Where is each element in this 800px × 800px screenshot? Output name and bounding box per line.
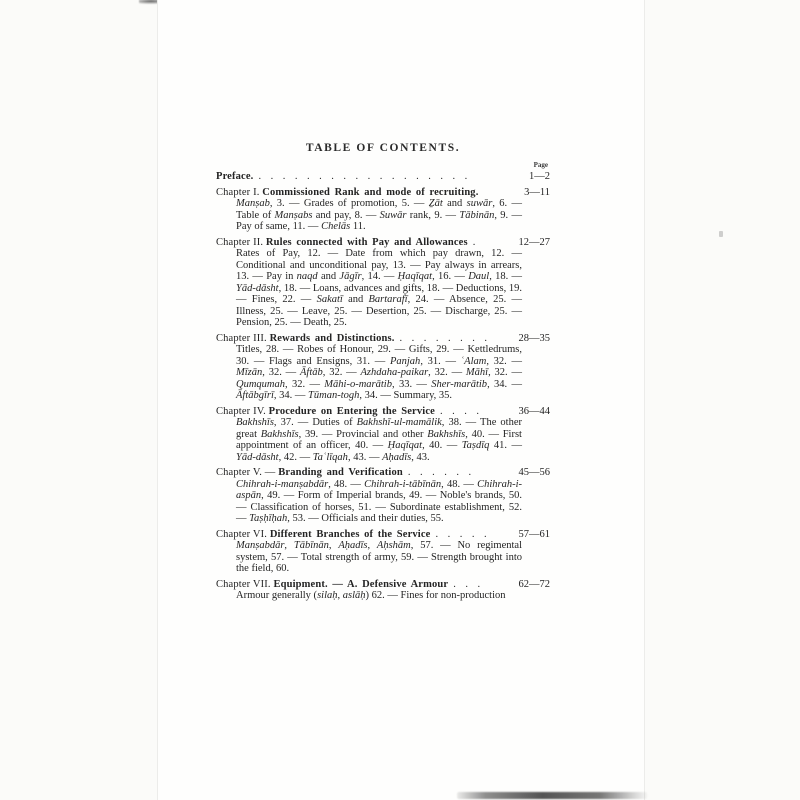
text-segment: Chapter IV.: [216, 405, 269, 417]
text-segment: , 57. — No regimental system, 57. — Total strength of army, 59. — Strength brought into the field, 60.: [236, 540, 522, 574]
scan-artifact-bottom-edge: [457, 792, 647, 799]
transliterated-term: Āftābgīrī: [236, 390, 274, 401]
dot-leaders: ...: [453, 578, 490, 590]
transliterated-term: Bartarafī: [368, 294, 408, 305]
text-segment: , 9. — Pay of same, 11. —: [236, 209, 522, 232]
text-segment: , 43. —: [347, 451, 383, 463]
dot-leaders: ..................: [258, 171, 477, 182]
text-segment: Equipment. — A. Defensive Armour: [273, 578, 449, 590]
toc-entry-pages: 45—56: [518, 467, 550, 478]
toc-entry-heading: [216, 171, 550, 183]
transliterated-term: naqd: [296, 271, 318, 282]
toc-entry-chapter-5: [216, 467, 550, 525]
toc-entry-summary: [236, 344, 522, 402]
transliterated-term: Mīzān: [236, 367, 263, 378]
transliterated-term: Daul: [468, 271, 490, 282]
text-segment: 11.: [350, 221, 366, 232]
transliterated-term: aslāḥ: [342, 590, 366, 601]
toc-entry-pages: 57—61: [518, 528, 550, 540]
text-segment: , 40. —: [422, 440, 462, 451]
text-segment: , 32. —: [262, 367, 300, 378]
toc-entry-summary: [236, 479, 522, 525]
text-segment: Branding and Verification: [278, 467, 403, 478]
text-segment: , 32. —: [322, 367, 361, 378]
text-segment: , 33. —: [391, 378, 432, 390]
transliterated-term: Chihrah-i-tābīnān: [364, 478, 442, 490]
text-segment: Chapter II.: [216, 236, 266, 248]
text-segment: ,: [284, 540, 294, 551]
text-segment: , 34. —: [273, 390, 309, 401]
text-segment: , 18. — Loans, advances and gifts, 18. — Deductions, 19. — Fines, 22. —: [236, 282, 522, 305]
toc-entry-summary: [236, 198, 522, 233]
text-segment: Chapter VI.: [216, 528, 270, 540]
dot-leaders: .: [472, 236, 485, 248]
text-segment: , 32. —: [486, 355, 522, 367]
toc-entry-title: [216, 579, 510, 591]
text-segment: , 31. —: [420, 355, 461, 367]
text-segment: , 43.: [411, 451, 430, 463]
toc-entry-title: [216, 187, 510, 199]
text-segment: , 48. —: [328, 478, 365, 490]
text-segment: Different Branches of the Service: [269, 528, 431, 540]
text-segment: , 32. —: [428, 367, 466, 378]
transliterated-term: ʿAlam: [460, 355, 487, 367]
text-segment: ,: [367, 540, 377, 551]
dot-leaders: ........: [399, 332, 497, 344]
transliterated-term: Sher-marātib: [431, 378, 488, 390]
text-segment: , 34. — Summary, 35.: [359, 390, 453, 401]
transliterated-term: suwār: [466, 198, 493, 209]
page-column-label: Page: [533, 161, 548, 169]
text-segment: 41. —: [489, 440, 523, 451]
toc-entry-chapter-2: [216, 237, 550, 329]
transliterated-term: Yād-dāsht: [236, 282, 279, 294]
text-segment: , 32. —: [488, 367, 523, 378]
text-segment: and pay, 8. —: [312, 209, 380, 221]
toc-entry-pages: 28—35: [518, 332, 550, 344]
text-segment: and: [342, 294, 369, 305]
toc-entry-chapter-3: [216, 333, 550, 402]
text-segment: Chapter V. —: [216, 467, 279, 478]
transliterated-term: Chelās: [321, 221, 351, 232]
toc-entry-title: [216, 333, 510, 345]
transliterated-term: Taʿlīqah: [312, 451, 348, 463]
transliterated-term: Azhdaha-paikar: [360, 367, 429, 378]
text-segment: Chapter III.: [216, 332, 270, 344]
text-segment: ,: [328, 540, 339, 551]
transliterated-term: silaḥ: [317, 590, 338, 601]
text-segment: , 6. — Table of: [236, 198, 523, 221]
dot-leaders: ......: [407, 467, 481, 478]
text-segment: Rewards and Distinctions.: [269, 332, 395, 344]
text-segment: , 42. —: [278, 451, 313, 463]
toc-entry-chapter-4: [216, 406, 550, 464]
transliterated-term: Taṣdīq: [461, 440, 490, 451]
toc-entry-summary: [236, 417, 522, 463]
transliterated-term: Tābinān: [459, 209, 495, 221]
text-segment: and: [442, 198, 467, 209]
toc-entry-summary: [236, 590, 522, 602]
transliterated-term: Chihrah-i-aspān: [236, 478, 523, 501]
toc-entry-title: [216, 467, 510, 479]
text-segment: Rates of Pay, 12. — Date from which pay drawn, 12. — Conditional and unconditional pay, 13. — Pay always in arrears, 13. — Pay in: [236, 248, 522, 282]
transliterated-term: Manṣabdār: [236, 540, 285, 551]
transliterated-term: Ẕāt: [428, 198, 443, 209]
toc-entries: [216, 171, 550, 602]
transliterated-term: Qumqumah: [236, 378, 285, 390]
toc-entry-summary: [236, 540, 522, 575]
text-segment: Armour generally (: [236, 590, 318, 601]
text-segment: ) 62. — Fines for non-production: [365, 590, 506, 601]
text-segment: , 39. — Provincial and other: [298, 428, 428, 440]
text-segment: , 49. — Form of Imperial brands, 49. — Noble's brands, 50. — Classification of horses, 51. — Subordinate establishment, 52. —: [236, 490, 522, 524]
toc-entry-pages: 12—27: [518, 236, 550, 248]
transliterated-term: Suwār: [379, 209, 407, 221]
toc-entry-title: [216, 171, 510, 183]
text-segment: , 18. —: [489, 271, 522, 282]
page-title: TABLE OF CONTENTS.: [305, 142, 461, 154]
transliterated-term: Tābīnān: [293, 540, 329, 551]
book-page: [157, 0, 645, 800]
toc-entry-heading: [216, 237, 550, 249]
toc-entry-preface: [216, 171, 550, 183]
text-segment: Titles, 28. — Robes of Honour, 29. — Gifts, 29. — Kettledrums, 30. — Flags and Ensigns, 31. —: [236, 344, 522, 367]
toc-entry-chapter-6: [216, 529, 550, 575]
text-segment: , 16. —: [432, 271, 469, 282]
text-segment: , 34. —: [487, 378, 523, 390]
text-segment: , 38. — The other great: [236, 417, 522, 440]
toc-content: [216, 142, 550, 602]
transliterated-term: Chihrah-i-manṣabdār: [236, 478, 329, 490]
transliterated-term: Māhi-o-marātib: [324, 378, 392, 390]
transliterated-term: Bakhshīs: [427, 428, 466, 440]
transliterated-term: Aḥadīs: [382, 451, 412, 463]
toc-entry-pages: 62—72: [518, 578, 550, 590]
text-segment: , 3. — Grades of promotion, 5. —: [269, 198, 429, 209]
transliterated-term: Bakhshīs: [236, 417, 274, 428]
text-segment: Procedure on Entering the Service: [268, 405, 435, 417]
text-segment: , 40. — First appointment of an officer, 40. —: [236, 428, 522, 451]
text-segment: , 48. —: [441, 478, 478, 490]
toc-entry-pages: 36—44: [518, 405, 550, 417]
transliterated-term: Aḥadīs: [338, 540, 368, 551]
text-segment: , 37. — Duties of: [273, 417, 357, 428]
transliterated-term: Aḥshām: [376, 540, 411, 551]
toc-entry-heading: [216, 333, 550, 345]
scan-artifact-speck: [719, 231, 723, 237]
toc-entry-heading: [216, 529, 550, 541]
text-segment: Commissioned Rank and mode of recruiting.: [262, 186, 479, 198]
toc-entry-title: [216, 406, 510, 418]
text-segment: ,: [337, 590, 343, 601]
dot-leaders: .....: [435, 528, 497, 540]
toc-entry-title: [216, 529, 510, 541]
toc-entry-heading: [216, 406, 550, 418]
transliterated-term: Taṣḥīḥah: [249, 513, 288, 524]
toc-entry-chapter-7: [216, 579, 550, 602]
text-segment: , 14. —: [361, 271, 398, 282]
toc-entry-summary: [236, 248, 522, 329]
text-segment: , 53. — Officials and their duties, 55.: [287, 513, 444, 524]
transliterated-term: Panjah: [389, 355, 421, 367]
text-segment: , 32. —: [285, 378, 325, 390]
transliterated-term: Ḥaqīqat: [397, 271, 433, 282]
transliterated-term: Bakhshī-ul-mamālik: [356, 417, 442, 428]
toc-entry-title: [216, 237, 510, 249]
transliterated-term: Māhī: [465, 367, 489, 378]
toc-entry-heading: [216, 467, 550, 479]
text-segment: Preface.: [216, 171, 254, 182]
toc-entry-heading: [216, 187, 550, 199]
transliterated-term: Yād-dāsht: [236, 451, 279, 463]
text-segment: and: [317, 271, 340, 282]
text-segment: Chapter VII.: [216, 578, 274, 590]
text-segment: , 24. — Absence, 25. — Illness, 25. — Leave, 25. — Desertion, 25. — Discharge, 25. — Pension, 25. — Death, 25.: [236, 294, 522, 328]
transliterated-term: Manṣabs: [274, 209, 313, 221]
text-segment: Rules connected with Pay and Allowances: [265, 236, 468, 248]
transliterated-term: Jāgīr: [339, 271, 362, 282]
transliterated-term: Manṣab: [236, 198, 270, 209]
dot-leaders: ....: [439, 405, 489, 417]
transliterated-term: Sakatī: [316, 294, 343, 305]
toc-entry-heading: [216, 579, 550, 591]
transliterated-term: Tūman-togh: [308, 390, 360, 401]
toc-entry-chapter-1: [216, 187, 550, 233]
text-segment: Chapter I.: [216, 186, 263, 198]
toc-entry-pages: 3—11: [524, 186, 550, 198]
transliterated-term: Bakhshīs: [260, 428, 299, 440]
transliterated-term: Ḥaqīqat: [387, 440, 423, 451]
text-segment: rank, 9. —: [406, 209, 460, 221]
transliterated-term: Āftāb: [300, 367, 323, 378]
toc-entry-pages: 1—2: [529, 171, 550, 182]
